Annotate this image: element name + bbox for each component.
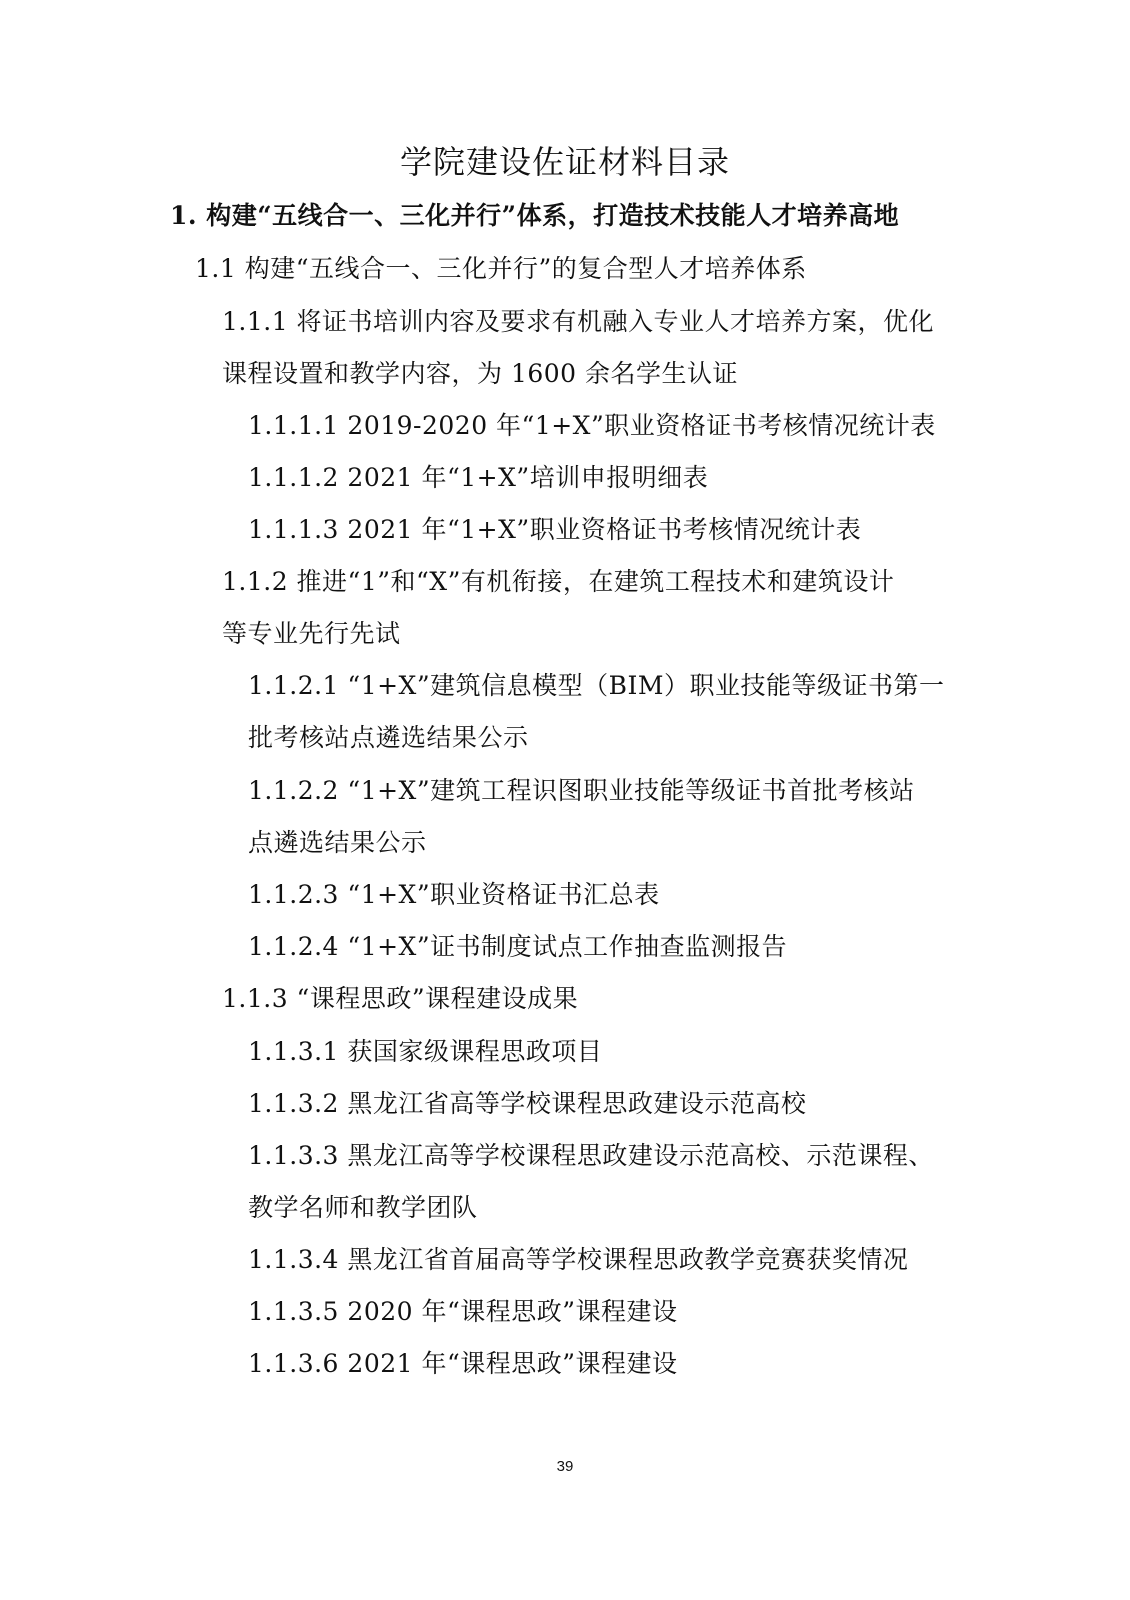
page-number: 39: [556, 1458, 574, 1475]
toc-entry-1-1-3-3: 1.1.3.3 黑龙江高等学校课程思政建设示范高校、示范课程、: [248, 1141, 934, 1170]
toc-entry-1-1-3-3-continued: 教学名师和教学团队: [248, 1193, 478, 1222]
toc-entry-1-1-2-3: 1.1.2.3 “1+X”职业资格证书汇总表: [248, 880, 660, 909]
toc-entry-1-1-3-6: 1.1.3.6 2021 年“课程思政”课程建设: [248, 1349, 678, 1378]
toc-entry-1-1-1-2: 1.1.1.2 2021 年“1+X”培训申报明细表: [248, 463, 709, 492]
toc-entry-1-1-3-4: 1.1.3.4 黑龙江省首届高等学校课程思政教学竞赛获奖情况: [248, 1245, 909, 1274]
toc-entry-1-1-2: 1.1.2 推进“1”和“X”有机衔接，在建筑工程技术和建筑设计: [222, 567, 895, 596]
toc-entry-1-1-2-1-continued: 批考核站点遴选结果公示: [248, 723, 529, 752]
toc-entry-1-1-1-continued: 课程设置和教学内容，为 1600 余名学生认证: [222, 359, 739, 388]
toc-entry-1-1-3-5: 1.1.3.5 2020 年“课程思政”课程建设: [248, 1297, 678, 1326]
toc-entry-1-1-1-3: 1.1.1.3 2021 年“1+X”职业资格证书考核情况统计表: [248, 515, 862, 544]
toc-entry-1-1-1-1: 1.1.1.1 2019-2020 年“1+X”职业资格证书考核情况统计表: [248, 411, 936, 440]
toc-entry-1-1-2-1: 1.1.2.1 “1+X”建筑信息模型（BIM）职业技能等级证书第一: [248, 671, 945, 700]
toc-entry-1-1-1: 1.1.1 将证书培训内容及要求有机融入专业人才培养方案，优化: [222, 307, 935, 336]
toc-entry-1-1-3-2: 1.1.3.2 黑龙江省高等学校课程思政建设示范高校: [248, 1089, 807, 1118]
toc-entry-1-1: 1.1 构建“五线合一、三化并行”的复合型人才培养体系: [195, 254, 807, 283]
toc-entry-1-1-2-4: 1.1.2.4 “1+X”证书制度试点工作抽查监测报告: [248, 932, 788, 961]
toc-entry-section-1: 1. 构建“五线合一、三化并行”体系，打造技术技能人才培养高地: [170, 201, 900, 230]
toc-entry-1-1-3-1: 1.1.3.1 获国家级课程思政项目: [248, 1037, 603, 1066]
toc-entry-1-1-2-continued: 等专业先行先试: [222, 619, 401, 648]
page-title: 学院建设佐证材料目录: [399, 143, 730, 181]
toc-entry-1-1-3: 1.1.3 “课程思政”课程建设成果: [222, 984, 579, 1013]
toc-entry-1-1-2-2-continued: 点遴选结果公示: [248, 828, 427, 857]
toc-entry-1-1-2-2: 1.1.2.2 “1+X”建筑工程识图职业技能等级证书首批考核站: [248, 776, 915, 805]
